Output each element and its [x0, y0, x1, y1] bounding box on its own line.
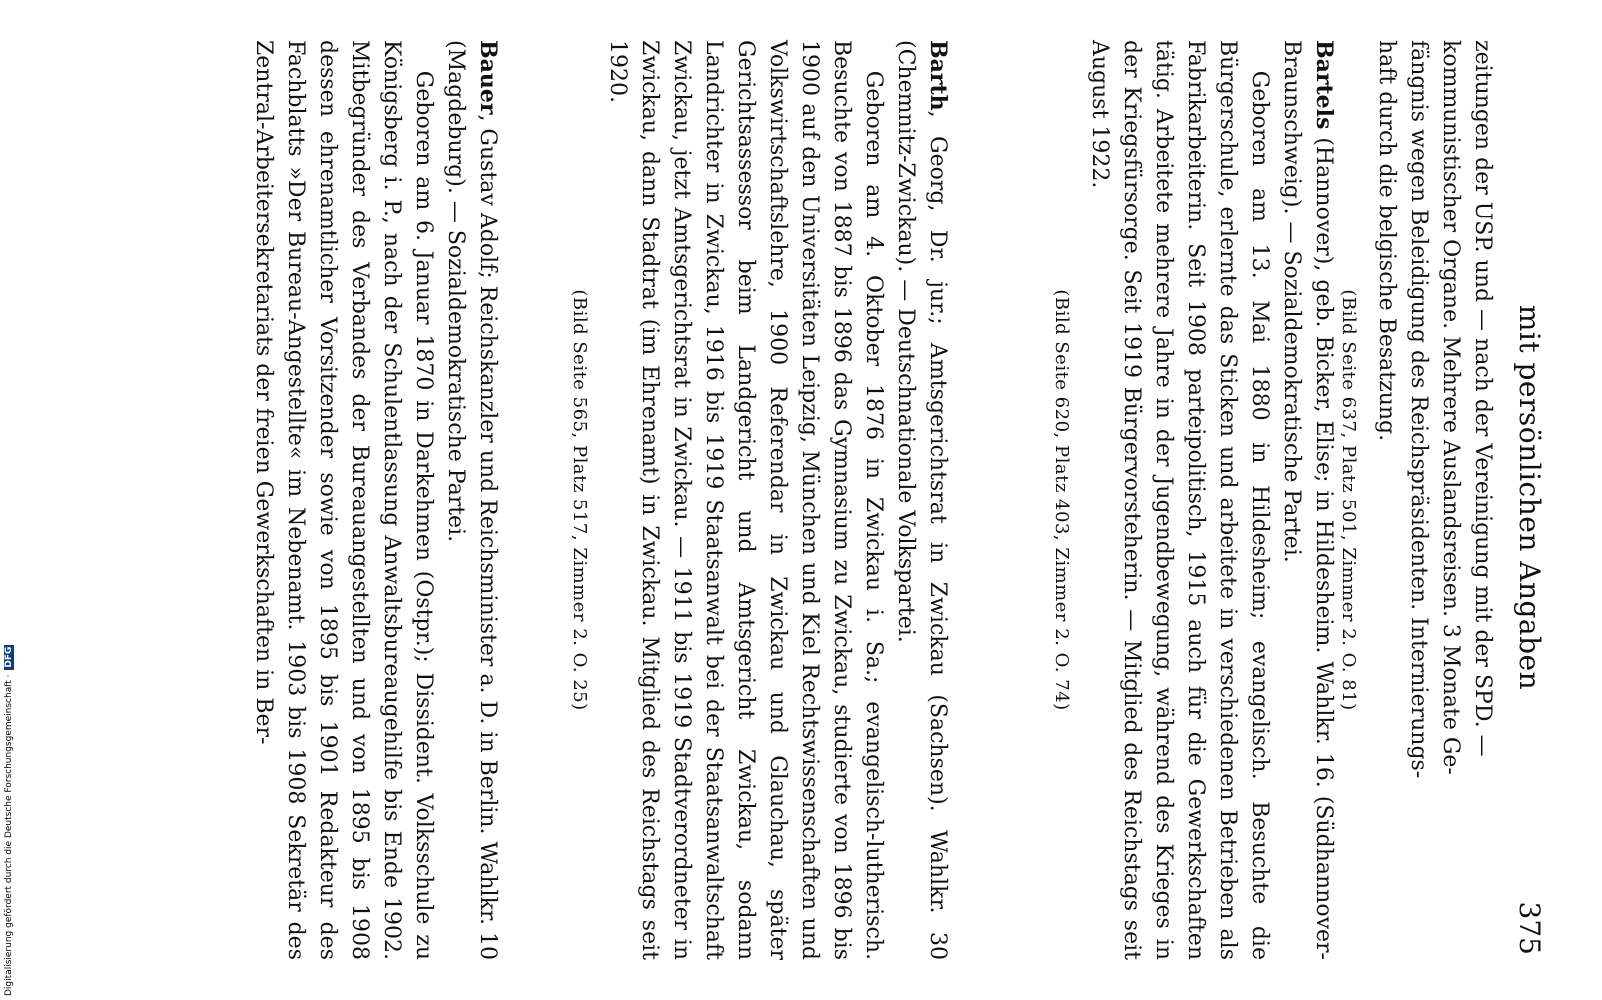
entry-bauer	[247, 40, 504, 960]
entry-body: Geboren am 4. Oktober 1876 in Zwickau i. Sa.; evangelisch-lutherisch. Besuchte von 1887 bis 1896 das Gymnasium zu Zwickau, studierte von 1896 bis 1900 auf den Universitäten Leipzig, München und Kiel Rechtswissenschaften und Volkswirtschaftslehre, 1900 Referendar in Zwickau und Glauchau, später Gerichtsassessor beim Landgericht und Amtsgericht Zwickau, sodann Landrichter in Zwickau, 1916 bis 1919 Staatsanwalt bei der Staatsanwaltschaft Zwickau, jetzt Amtsgerichtsrat in Zwickau. — 1911 bis 1919 Stadtverordneter in Zwickau, dann Stadtrat (im Ehrenamt) in Zwickau. Mitglied des Reichstags seit 1920.	[605, 40, 886, 960]
footer-text: Digitalisierung gefördert durch die Deutsche Forschungsgemeinschaft	[4, 680, 14, 996]
entry-barth	[563, 40, 954, 960]
page-title: mit persönlichen Angaben	[1513, 304, 1546, 691]
page-header	[1506, 40, 1546, 955]
entry-body: Geboren am 6. Januar 1870 in Darkehmen (Ostpr.); Dissident. Volksschule zu Königsberg i. P., nach der Schulentlassung Anwaltsbureaugehilfe bis Ende 1902. Mitbegründer des Verbandes der Bureauangestellten und von 1895 bis 1908 dessen ehrenamtlicher Vorsitzender sowie von 1895 bis 1901 Redakteur des Fachblatts »Der Bureau-Angestellte« im Nebenamt. 1903 bis 1908 Sekretär des Zentral-Arbeitersekretariats der freien Gewerkschaften in Ber-	[251, 40, 436, 960]
image-caption: (Bild Seite 637, Platz 501, Zimmer 2. O. 81)	[1338, 289, 1359, 711]
entry-head-text: (Hannover), geb. Bicker, Elise; in Hildesheim. Wahlkr. 16. (Südhannover-Braunschweig). — Sozialdemokratische Partei.	[1279, 40, 1336, 960]
entry-head-text: , Georg, Dr. jur.; Amtsgerichtsrat in Zwickau (Sachsen). Wahlkr. 30 (Chemnitz-Zwickau). — Deutschnationale Volkspartei.	[893, 40, 950, 960]
image-caption: (Bild Seite 620, Platz 403, Zimmer 2. O. 74)	[1051, 289, 1072, 711]
digitization-footer: Digitalisierung gefördert durch die Deutsche Forschungsgemeinschaft · DFG	[4, 646, 14, 996]
entry-name: Barth	[925, 40, 951, 111]
continuation-line: zeitungen der USP. und — nach der Vereinigung mit der SPD. —	[1470, 40, 1495, 757]
continuation-line: haft durch die belgische Besatzung.	[1374, 40, 1399, 442]
entry-heading	[889, 40, 954, 960]
entry-continuation	[1332, 40, 1498, 960]
continuation-line: fängnis wegen Beleidigung des Reichspräsidenten. Internierungs-	[1406, 40, 1431, 779]
entry-heading	[1275, 40, 1340, 960]
continuation-line: kommunistischer Organe. Mehrere Auslandsreisen. 3 Monate Ge-	[1438, 40, 1463, 775]
entry-head-text: , Gustav Adolf; Reichskanzler und Reichsminister a. D. in Berlin. Wahlkr. 10 (Magdeburg). — Sozialdemokratische Partei.	[443, 40, 500, 960]
entry-bartels	[1045, 40, 1340, 960]
image-caption: (Bild Seite 565, Platz 517, Zimmer 2. O. 25)	[569, 289, 590, 711]
dfg-logo: DFG	[4, 646, 14, 668]
page-number: 375	[1513, 901, 1546, 955]
entry-heading	[439, 40, 504, 960]
entry-body: Geboren am 13. Mai 1880 in Hildesheim; evangelisch. Besuchte die Bürgerschule, erlernte das Sticken und arbeitete in verschiedenen Betrieben als Fabrikarbeiterin. Seit 1908 parteipolitisch, 1915 auch für die Gewerkschaften tätig. Arbeitete mehrere Jahre in der Jugendbewegung, während des Krieges in der Kriegsfürsorge. Seit 1919 Bürgervorsteherin. — Mitglied des Reichstags seit August 1922.	[1087, 40, 1272, 960]
entry-name: Bauer	[475, 40, 501, 115]
entry-name: Bartels	[1311, 40, 1337, 130]
